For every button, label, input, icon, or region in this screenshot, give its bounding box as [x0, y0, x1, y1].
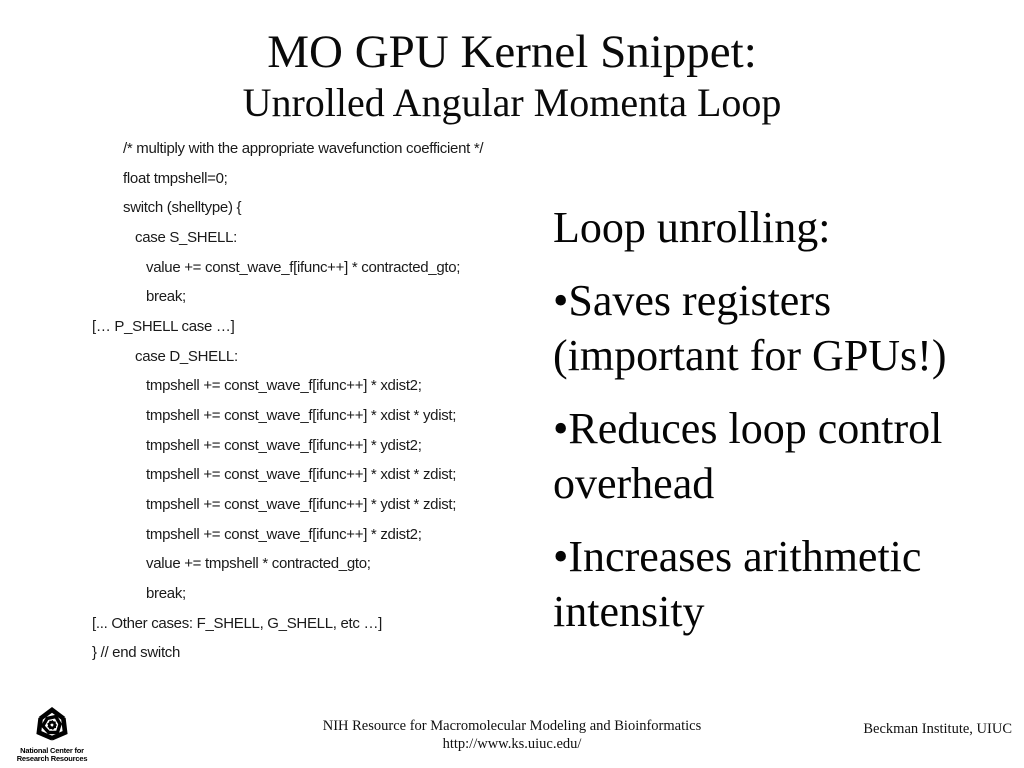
bullet-item: [553, 529, 983, 639]
code-line: tmpshell += const_wave_f[ifunc++] * ydist2;: [146, 436, 422, 454]
code-line: [… P_SHELL case …]: [92, 317, 235, 335]
bullet-item: [553, 273, 983, 383]
bullet-column: [553, 200, 983, 657]
code-line: case D_SHELL:: [135, 347, 238, 365]
bullet-line: •Saves registers: [553, 276, 832, 325]
code-line: tmpshell += const_wave_f[ifunc++] * zdist2;: [146, 525, 422, 543]
code-line: value += tmpshell * contracted_gto;: [146, 555, 371, 573]
logo-caption-line-1: National Center for: [20, 746, 84, 755]
logo-caption-line-2: Research Resources: [16, 754, 88, 763]
code-line: case S_SHELL:: [135, 228, 237, 246]
bullet-line: •Increases arithmetic: [553, 532, 922, 581]
code-line: [... Other cases: F_SHELL, G_SHELL, etc …]: [92, 614, 383, 632]
bullets-heading: Loop unrolling:: [553, 203, 831, 252]
title-line-1: MO GPU Kernel Snippet:: [267, 26, 757, 78]
code-line: float tmpshell=0;: [123, 169, 228, 187]
code-line: break;: [146, 584, 186, 602]
bullet-line: overhead: [553, 459, 715, 508]
code-snippet: [92, 134, 592, 668]
code-line: /* multiply with the appropriate wavefunction coefficient */: [123, 140, 484, 157]
slide-title: [0, 24, 1024, 126]
bullet-item: [553, 401, 983, 511]
footer-url[interactable]: http://www.ks.uiuc.edu/: [442, 736, 582, 752]
code-line: break;: [146, 288, 186, 306]
code-line: tmpshell += const_wave_f[ifunc++] * xdist * ydist;: [146, 406, 457, 424]
title-line-2: Unrolled Angular Momenta Loop: [242, 80, 782, 125]
footer-institute: Beckman Institute, UIUC: [863, 721, 1012, 737]
bullet-line: intensity: [553, 587, 705, 636]
bullet-list: [553, 273, 983, 639]
code-line: switch (shelltype) {: [123, 199, 242, 217]
code-line: tmpshell += const_wave_f[ifunc++] * xdist * zdist;: [146, 466, 457, 484]
code-line: tmpshell += const_wave_f[ifunc++] * xdist2;: [146, 377, 422, 395]
footer-org-line: NIH Resource for Macromolecular Modeling and Bioinformatics: [322, 718, 702, 734]
code-line: value += const_wave_f[ifunc++] * contracted_gto;: [146, 258, 461, 276]
bullet-line: •Reduces loop control: [553, 404, 943, 453]
code-line: } // end switch: [92, 644, 181, 662]
code-line: tmpshell += const_wave_f[ifunc++] * ydist * zdist;: [146, 495, 457, 513]
bullet-line: (important for GPUs!): [553, 331, 947, 380]
